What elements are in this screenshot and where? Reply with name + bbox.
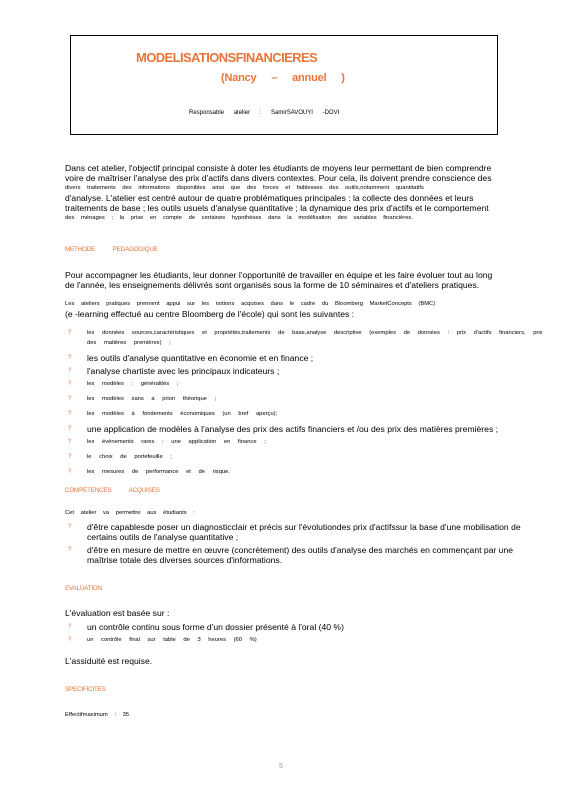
bullet-icon: ? [68, 624, 72, 630]
bullet-icon: ? [68, 454, 72, 460]
effectif-line: Effectifmaximum : 35 [65, 712, 130, 718]
list-item: ? les modèles à fondements économiques (un bref aperçu); [68, 411, 278, 417]
bullet-icon: ? [68, 381, 72, 387]
section-heading-specificites: SPECIFICITES [65, 686, 106, 693]
bullet-icon: ? [68, 396, 72, 402]
evaluation-note: L'assiduité est requise. [65, 656, 153, 666]
list-item: ? un contrôle final sur table de 3 heures (60 %) [68, 637, 257, 643]
methode-paragraph-2 [65, 299, 540, 319]
bullet-icon: ? [68, 524, 72, 530]
page-subtitle: (Nancy – annuel ) [221, 72, 345, 84]
evaluation-list [65, 622, 545, 650]
competences-list [65, 522, 545, 568]
page-title: MODELISATIONSFINANCIERES [136, 50, 318, 65]
list-item: ? les données sources,caractéristiques et propriétés,traitements de base,analyse descriptive (exemples de données : prix d'actifs financiers, prix des matières premières) ; [68, 330, 543, 346]
intro-line: traitements de base ; les outils usuels d'analyse quantitative ; la dynamique des prix d'actifs et le comportement [65, 203, 489, 213]
page-number: 5 [279, 763, 283, 770]
intro-line: des ménages ; la prise en compte de certaines hypothèses dans la modélisation des variables financières. [65, 215, 413, 221]
list-item: ? les mesures de performance et de risque. [68, 469, 230, 475]
list-item: ? d'être capablesde poser un diagnosticclair et précis sur l'évolutiondes prix d'actifssur la base d'une mobilisation de certains outils de l'analyse quantitative ; [68, 522, 521, 542]
header-box [70, 35, 498, 135]
section-heading-competences: COMPETENCES ACQUISES [65, 487, 160, 494]
bullet-icon: ? [68, 439, 72, 445]
methode-line: Pour accompagner les étudiants, leur donner l'opportunité de travailler en équipe et les faire évoluer tout au long [65, 270, 493, 280]
bullet-icon: ? [68, 637, 72, 643]
bullet-icon: ? [68, 426, 72, 432]
methode-paragraph [65, 270, 540, 290]
list-item: ? l'analyse chartiste avec les principaux indicateurs ; [68, 366, 280, 376]
intro-line: voire de maîtriser l'analyse des prix d'actifs dans divers contextes. Pour cela, ils doivent prendre conscience des [65, 173, 492, 183]
list-item: ? les outils d'analyse quantitative en économie et en finance ; [68, 353, 314, 363]
bullet-icon: ? [68, 355, 72, 361]
bullet-icon: ? [68, 330, 72, 336]
evaluation-intro: L'évaluation est basée sur : [65, 608, 170, 618]
intro-paragraph [65, 163, 540, 223]
bullet-icon: ? [68, 469, 72, 475]
methode-line: Les ateliers pratiques prennent appui sur les notions acquises dans le cadre du Bloomberg MarketConcepts (BMC) [65, 301, 436, 307]
methode-line: (e -learning effectué au centre Bloomberg de l'école) qui sont les suivantes : [65, 309, 355, 319]
list-item: ? une application de modèles à l'analyse des prix des actifs financiers et /ou des prix des matières premières ; [68, 424, 499, 434]
methode-list [65, 328, 545, 482]
intro-line: divers traitements des informations disponibles ainsi que des forces et faiblesses des outils,notamment quantitatifs [65, 185, 424, 191]
list-item: ? les événements rares : une application en finance ; [68, 439, 266, 445]
methode-line: de l'année, les enseignements délivrés sont organisés sous la forme de 10 séminaires et d'ateliers pratiques. [65, 280, 480, 290]
intro-line: d'analyse. L'atelier est centré autour de quatre problématiques principales : la collecte des données et leurs [65, 193, 474, 203]
responsible-line: Responsable atelier : SamirSAVOUYI -DOVI [189, 110, 340, 116]
section-heading-evaluation: EVALUATION [65, 585, 102, 592]
bullet-icon: ? [68, 368, 72, 374]
bullet-icon: ? [68, 547, 72, 553]
list-item: ? le choix de portefeuille ; [68, 454, 172, 460]
bullet-icon: ? [68, 411, 72, 417]
list-item: ? les modèles sans a priori théorique ; [68, 396, 217, 402]
list-item: ? les modèles : généralités ; [68, 381, 179, 387]
list-item: ? un contrôle continu sous forme d'un dossier présenté à l'oral (40 %) [68, 622, 344, 632]
intro-line: Dans cet atelier, l'objectif principal consiste à doter les étudiants de moyens leur permettant de bien comprendre [65, 163, 492, 173]
section-heading-methode: METHODE PEDAGOGIQUE [65, 246, 158, 253]
list-item: ? d'être en mesure de mettre en œuvre (concrètement) des outils d'analyse des marchés en commençant par une maîtrise totale des diverses sources d'informations. [68, 545, 514, 565]
competences-intro: Cet atelier va permettre aux étudiants : [65, 510, 195, 516]
